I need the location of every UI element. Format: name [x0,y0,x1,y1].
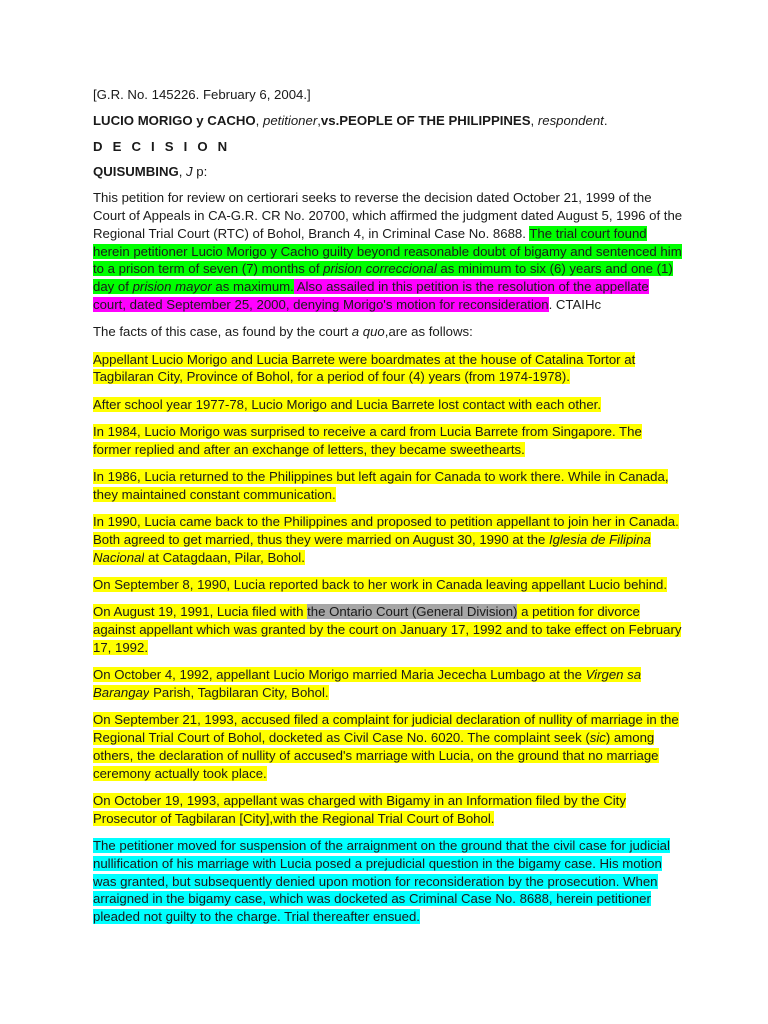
gr-number-text: [G.R. No. 145226. February 6, 2004.] [93,87,311,102]
fact-paragraph-9 [93,711,683,782]
facts-intro-after: ,are as follows: [384,324,473,340]
fact-9-italic-wrap [590,730,606,745]
fact-paragraph-5 [93,513,683,566]
versus: vs. [320,112,340,128]
facts-intro [93,323,683,341]
decision-heading [93,138,683,156]
facts-intro-italic: a quo [351,324,385,340]
ponente-line: QUISUMBING, J p: [93,164,208,180]
fact-8-text-b: Parish, Tagbilaran City, Bohol. [149,685,329,701]
gr-number [93,86,683,104]
fact-9-text-b: ) among others, the declaration of nullity of accused's marriage with Lucia, on the ground that no marriage ceremony actually took place. [93,730,659,781]
fact-9-italic: sic [589,730,606,746]
fact-paragraph-2 [93,396,683,414]
respondent-name: PEOPLE OF THE PHILIPPINES [339,112,531,128]
document-body [93,86,683,936]
case-title: LUCIO MORIGO y CACHO, petitioner,vs.PEOPLE OF THE PHILIPPINES, respondent. [93,112,608,128]
fact-7-text-a: On August 19, 1991, Lucia filed with [93,604,308,620]
fact-5-text-a: In 1990, Lucia came back to the Philippines and proposed to petition appellant to join her in Canada. Both agreed to get married, thus they were married on August 30, 1990 at the [93,514,679,547]
highlight-gray-ontario-court: the Ontario Court (General Division) [307,604,518,620]
fact-1-text: Appellant Lucio Morigo and Lucia Barrete were boardmates at the house of Catalina Tortor at Tagbilaran City, Province of Bohol, for a period of four (4) years (from 1974-1978). [93,351,636,385]
justice-end: p: [192,164,208,180]
justice-name: QUISUMBING [93,164,179,180]
fact-3-text: In 1984, Lucio Morigo was surprised to receive a card from Lucia Barrete from Singapore. The former replied and after an exchange of letters, they became sweethearts. [93,423,642,457]
italic-prision-correccional: prision correccional [323,261,437,277]
fact-5-text-b: at Catagdaan, Pilar, Bohol. [144,549,305,565]
decision-label: D E C I S I O N [93,138,231,154]
highlight-magenta: Also assailed in this petition is the resolution of the appellate court, dated September 25, 2000, denying Morigo's motion for reconsideration [93,279,649,312]
highlight-green-italic-b [133,279,212,294]
fact-paragraph-8 [93,666,683,702]
italic-prision-mayor: prision mayor [132,279,212,295]
petitioner-name: LUCIO MORIGO y CACHO [93,112,256,128]
fact-paragraph-3 [93,423,683,459]
fact-paragraph-6 [93,576,683,594]
fact-paragraph-4 [93,468,683,504]
fact-paragraph-7 [93,603,683,656]
fact-4-text: In 1986, Lucia returned to the Philippines but left again for Canada to work there. While in Canada, they maintained constant communication. [93,469,669,502]
fact-2-text: After school year 1977-78, Lucio Morigo and Lucia Barrete lost contact with each other. [93,396,602,412]
fact-8-text-a: On October 4, 1992, appellant Lucio Morigo married Maria Jececha Lumbago at the [93,667,586,683]
facts-intro-before: The facts of this case, as found by the court [93,324,352,340]
fact-8-italic: Virgen sa Barangay [93,667,642,701]
highlight-green-b: as minimum to six (6) years and one (1) day of [93,261,673,295]
intro-tail: . CTAIHc [548,296,602,312]
fact-7-text-b: a petition for divorce against appellant which was granted by the court on January 17, 1992 and to take effect on February 17, 1992. [93,604,682,655]
highlight-cyan: The petitioner moved for suspension of the arraignment on the ground that the civil case for judicial nullification of his marriage with Lucia posed a prejudicial question in the bigamy case. His motion was granted, but subsequently denied upon motion for reconsideration by the prosecution. When arraigned in the bigamy case, which was docketed as Criminal Case No. 8688, herein petitioner pleaded not guilty to the charge. Trial thereafter ensued. [93,838,670,925]
justice-suffix: J [186,164,193,180]
highlight-green-c: as maximum. [211,279,294,295]
highlight-green-a: The trial court found herein petitioner Lucio Morigo y Cacho guilty beyond reasonable doubt of bigamy and sentenced him to a prison term of seven (7) months of [93,225,682,277]
fact-paragraph-10 [93,792,683,828]
respondent-role: respondent [537,112,604,128]
fact-5-italic: Iglesia de Filipina Nacional [93,531,651,565]
intro-paragraph [93,189,683,314]
fact-9-text-a: On September 21, 1993, accused filed a complaint for judicial declaration of nullity of marriage in the Regional Trial Court of Bohol, docketed as Civil Case No. 6020. The complaint seek ( [93,712,679,746]
fact-6-text: On September 8, 1990, Lucia reported back to her work in Canada leaving appellant Lucio behind. [93,577,668,593]
closing-paragraph [93,837,683,926]
fact-paragraph-1 [93,351,683,387]
petitioner-role: petitioner [262,112,318,128]
highlight-green-italic-a [323,261,437,276]
fact-10-text: On October 19, 1993, appellant was charged with Bigamy in an Information filed by the City Prosecutor of Tagbilaran [City],with the Regional Trial Court of Bohol. [93,793,626,826]
intro-plain: This petition for review on certiorari seeks to reverse the decision dated October 21, 1999 of the Court of Appeals in CA-G.R. CR No. 20700, which affirmed the judgment dated August 5, 1996 of the Regional Trial Court (RTC) of Bohol, Branch 4, in Criminal Case No. 8688. [93,190,683,241]
